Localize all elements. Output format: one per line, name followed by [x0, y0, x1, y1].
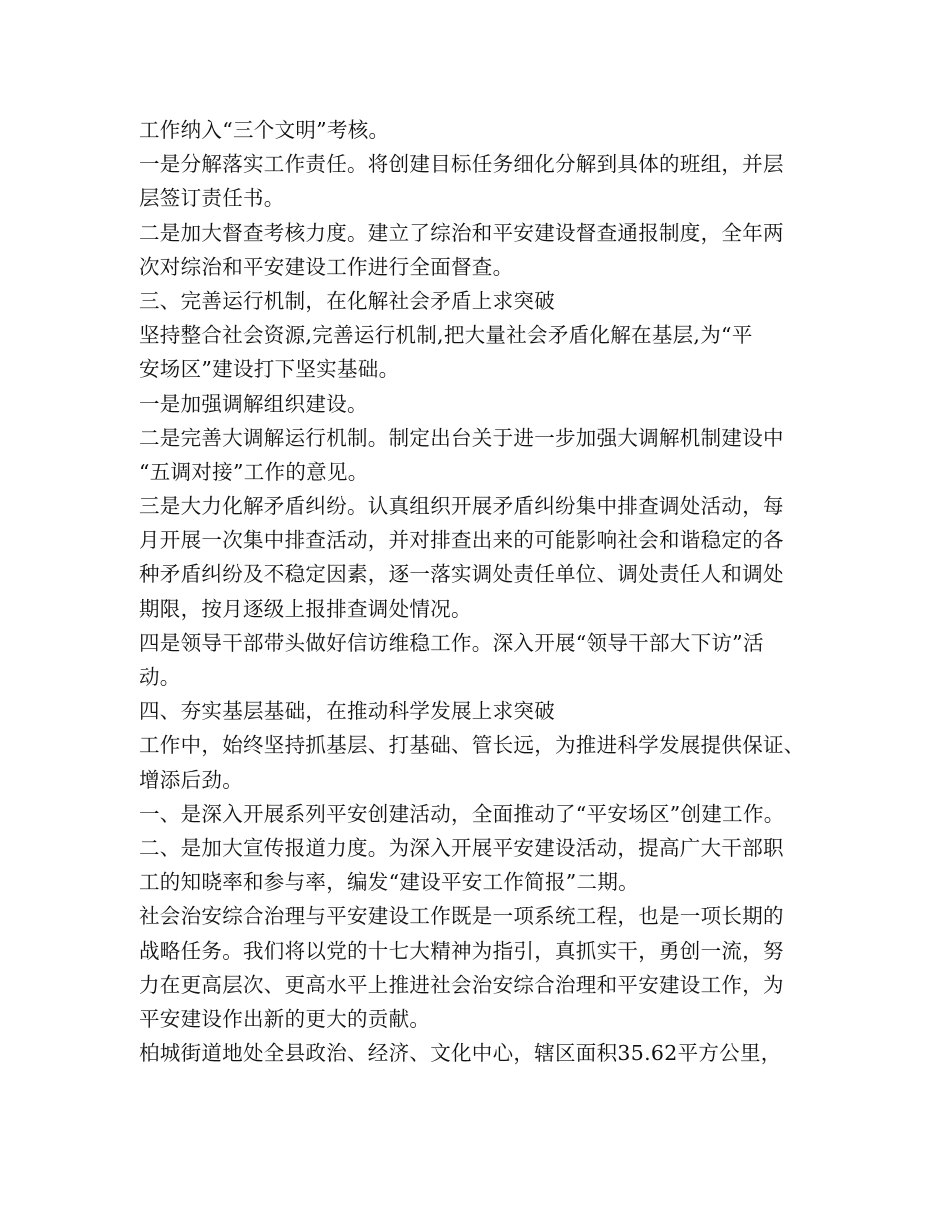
text-line: 次对综治和平安建设工作进行全面督查。 — [139, 254, 514, 279]
text-line: 动。 — [139, 665, 181, 689]
text-line: 三是大力化解矛盾纠纷。认真组织开展矛盾纠纷集中排查调处活动，每 — [139, 494, 784, 519]
text-line: 平安建设作出新的更大的贡献。 — [139, 1006, 431, 1031]
text-line: 二是完善大调解运行机制。制定出台关于进一步加强大调解机制建设中 — [139, 425, 784, 450]
text-line: 二、是加大宣传报道力度。为深入开展平安建设活动，提高广大干部职 — [139, 835, 784, 860]
text-line: 工的知晓率和参与率，编发“建设平安工作简报”二期。 — [139, 870, 639, 895]
text-line: 力在更高层次、更高水平上推进社会治安综合治理和平安建设工作，为 — [139, 972, 784, 997]
text-line: 社会治安综合治理与平安建设工作既是一项系统工程，也是一项长期的 — [139, 904, 784, 929]
text-line: 战略任务。我们将以党的十七大精神为指引，真抓实干，勇创一流，努 — [139, 938, 784, 963]
section-heading: 三、完善运行机制，在化解社会矛盾上求突破 — [139, 288, 555, 313]
text-line: 月开展一次集中排查活动，并对排查出来的可能影响社会和谐稳定的各 — [139, 528, 784, 553]
text-line: 工作中，始终坚持抓基层、打基础、管长远，为推进科学发展提供保证、 — [139, 733, 805, 758]
text-line: 期限，按月逐级上报排查调处情况。 — [139, 596, 472, 621]
text-line: 层签订责任书。 — [139, 186, 285, 211]
text-line: 二是加大督查考核力度。建立了综治和平安建设督查通报制度，全年两 — [139, 220, 784, 245]
document-body — [139, 113, 839, 1070]
text-line: 安场区”建设打下坚实基础。 — [139, 357, 400, 382]
text-line: 一、是深入开展系列平安创建活动，全面推动了“平安场区”创建工作。 — [139, 801, 785, 826]
text-line: 一是分解落实工作责任。将创建目标任务细化分解到具体的班组，并层 — [139, 152, 784, 177]
section-heading: 四、夯实基层基础，在推动科学发展上求突破 — [139, 699, 555, 724]
text-line: “五调对接”工作的意见。 — [139, 459, 369, 484]
text-line: 一是加强调解组织建设。 — [139, 391, 368, 416]
text-line: 种矛盾纠纷及不稳定因素，逐一落实调处责任单位、调处责任人和调处 — [139, 562, 784, 587]
text-line: 柏城街道地处全县政治、经济、文化中心，辖区面积35.62平方公里， — [139, 1041, 782, 1066]
text-line: 工作纳入“三个文明”考核。 — [139, 118, 390, 142]
text-line: 四是领导干部带头做好信访维稳工作。深入开展“领导干部大下访”活 — [139, 630, 764, 655]
text-line: 增添后劲。 — [139, 767, 243, 792]
text-line: 坚持整合社会资源,完善运行机制,把大量社会矛盾化解在基层,为“平 — [139, 323, 753, 348]
